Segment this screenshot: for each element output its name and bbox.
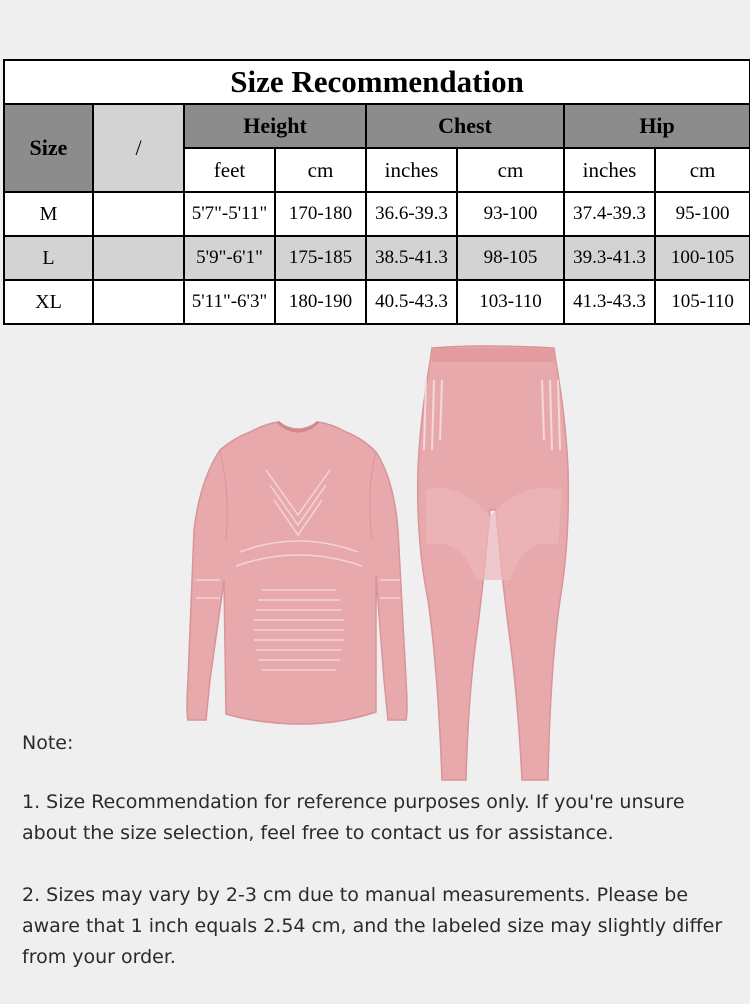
height-feet-cell: 5'9"-6'1" <box>184 236 275 280</box>
pink-thermal-leggings-illustration <box>418 346 569 780</box>
size-cell: L <box>4 236 93 280</box>
unit-header-height-cm: cm <box>275 148 366 192</box>
blank-cell <box>93 280 184 324</box>
unit-header-chest-cm: cm <box>457 148 564 192</box>
product-images <box>180 340 580 790</box>
chest-cm-cell: 98-105 <box>457 236 564 280</box>
height-cm-cell: 180-190 <box>275 280 366 324</box>
chest-inches-cell: 38.5-41.3 <box>366 236 457 280</box>
height-feet-cell: 5'11"-6'3" <box>184 280 275 324</box>
pink-thermal-top-illustration <box>187 422 407 724</box>
note-item-2: 2. Sizes may vary by 2-3 cm due to manual measurements. Please be aware that 1 inch equals 2.54 cm, and the labeled size may slightly differ from your order. <box>22 884 723 968</box>
unit-header-hip-inches: inches <box>564 148 655 192</box>
unit-header-height-feet: feet <box>184 148 275 192</box>
unit-header-chest-inches: inches <box>366 148 457 192</box>
hip-inches-cell: 39.3-41.3 <box>564 236 655 280</box>
notes-section <box>22 728 738 1004</box>
height-cm-cell: 170-180 <box>275 192 366 236</box>
blank-cell <box>93 236 184 280</box>
unit-header-hip-cm: cm <box>655 148 750 192</box>
size-cell: XL <box>4 280 93 324</box>
note-label: Note: <box>22 732 74 754</box>
chest-group-header: Chest <box>366 104 564 148</box>
height-feet-cell: 5'7"-5'11" <box>184 192 275 236</box>
hip-cm-cell: 95-100 <box>655 192 750 236</box>
hip-cm-cell: 100-105 <box>655 236 750 280</box>
height-group-header: Height <box>184 104 366 148</box>
chest-cm-cell: 103-110 <box>457 280 564 324</box>
size-cell: M <box>4 192 93 236</box>
hip-inches-cell: 37.4-39.3 <box>564 192 655 236</box>
chest-inches-cell: 36.6-39.3 <box>366 192 457 236</box>
hip-inches-cell: 41.3-43.3 <box>564 280 655 324</box>
size-recommendation-table <box>3 59 750 325</box>
note-item-1: 1. Size Recommendation for reference purposes only. If you're unsure about the size selection, feel free to contact us for assistance. <box>22 791 685 844</box>
blank-cell <box>93 192 184 236</box>
hip-group-header: Hip <box>564 104 750 148</box>
table-row-xl <box>4 280 750 324</box>
size-column-header: Size <box>4 104 93 192</box>
table-row-l <box>4 236 750 280</box>
height-cm-cell: 175-185 <box>275 236 366 280</box>
hip-cm-cell: 105-110 <box>655 280 750 324</box>
chest-cm-cell: 93-100 <box>457 192 564 236</box>
table-row-m <box>4 192 750 236</box>
slash-column-header: / <box>93 104 184 192</box>
table-title: Size Recommendation <box>4 60 750 104</box>
chest-inches-cell: 40.5-43.3 <box>366 280 457 324</box>
